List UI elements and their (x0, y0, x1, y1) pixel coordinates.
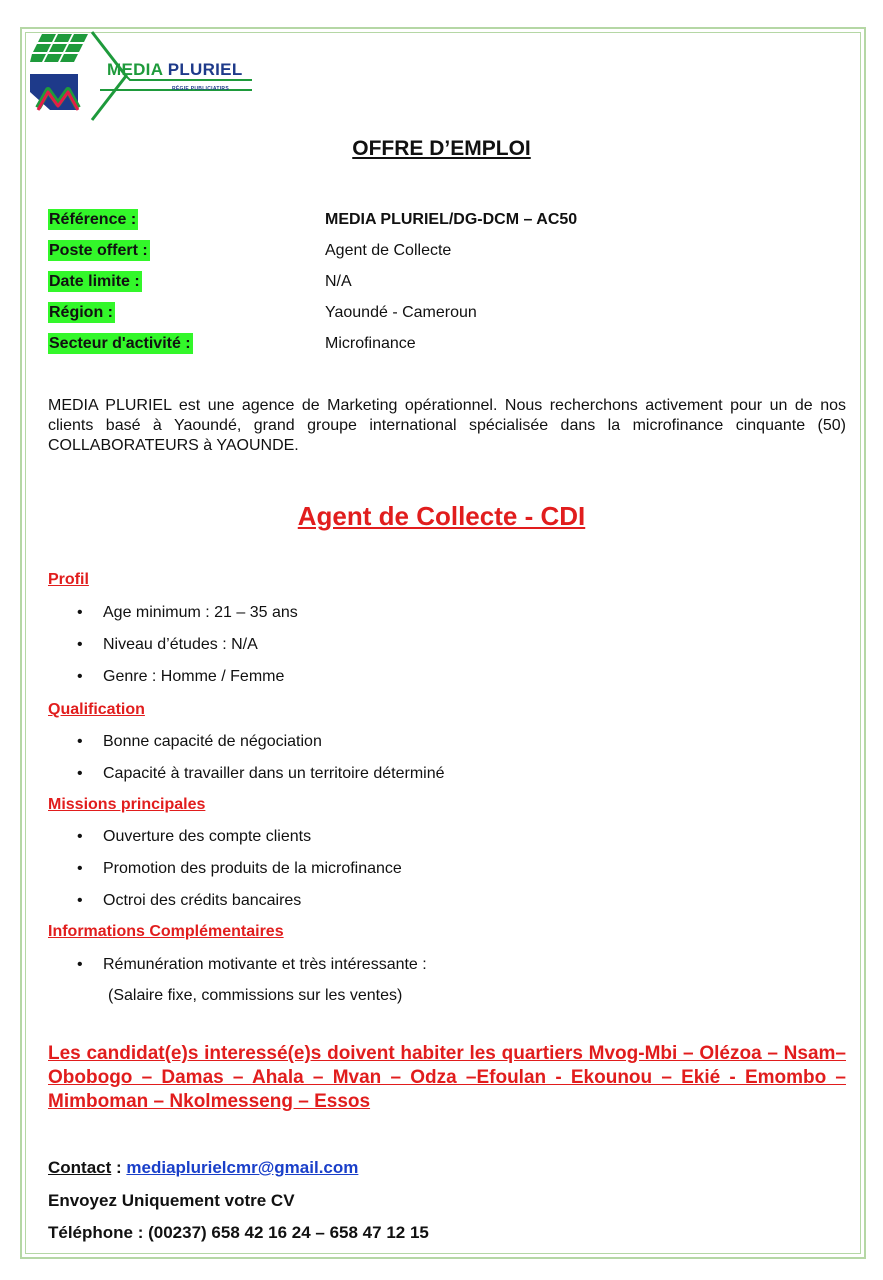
logo-word-pluriel: PLURIEL (167, 60, 243, 79)
intro-paragraph: MEDIA PLURIEL est une agence de Marketing opérationnel. Nous recherchons activement pour un de nos clients basé à Yaoundé, grand groupe international spécialisée dans la microfinance cinquante (50) COLLABORATEURS à YAOUNDE. (48, 397, 846, 454)
section-heading-qualification: Qualification (48, 701, 145, 718)
logo-wordmark (107, 60, 243, 80)
list-item (77, 635, 258, 655)
list-item-text: Niveau d’études : N/A (103, 636, 258, 653)
bullet-icon: • (77, 828, 83, 845)
contact-email-link[interactable]: mediaplurielcmr@gmail.com (126, 1158, 359, 1177)
list-item-text: Bonne capacité de négociation (103, 733, 322, 750)
document-title: OFFRE D’EMPLOI (352, 137, 531, 160)
list-item-text: Genre : Homme / Femme (103, 668, 285, 685)
bullet-icon: • (77, 956, 83, 973)
list-item (77, 732, 322, 752)
list-item-text: Ouverture des compte clients (103, 828, 312, 845)
info-label: Secteur d'activité : (49, 335, 191, 352)
info-label: Date limite : (49, 273, 140, 290)
info-value: Agent de Collecte (325, 242, 452, 259)
list-item (77, 891, 301, 911)
list-item-text: Capacité à travailler dans un territoire déterminé (103, 765, 445, 782)
list-item-text: Age minimum : 21 – 35 ans (103, 604, 298, 621)
info-value: N/A (325, 273, 352, 290)
bullet-icon: • (77, 765, 83, 782)
list-item (77, 827, 311, 847)
list-item (77, 859, 402, 879)
neighborhoods-notice: Les candidat(e)s interessé(e)s doivent habiter les quartiers Mvog-Mbi – Olézoa – Nsam– Obobogo – Damas – Ahala – Mvan – Odza –Efoulan - Ekounou – Ekié - Emombo – Mimboman – Nkolmesseng – Essos (48, 1043, 846, 1112)
cv-note: Envoyez Uniquement votre CV (48, 1191, 295, 1210)
phone-line: Téléphone : (00237) 658 42 16 24 – 658 47 12 15 (48, 1223, 429, 1242)
list-item-text: Rémunération motivante et très intéressante : (103, 956, 427, 973)
list-item (77, 667, 284, 687)
section-heading-missions: Missions principales (48, 796, 206, 813)
salary-detail: (Salaire fixe, commissions sur les ventes) (108, 987, 403, 1004)
info-value: Yaoundé - Cameroun (325, 304, 477, 321)
list-item (77, 764, 445, 784)
bullet-icon: • (77, 733, 83, 750)
info-value: Microfinance (325, 335, 416, 352)
contact-label: Contact (48, 1158, 112, 1177)
logo-tagline: RÉGIE PUBLICIATIRS (172, 86, 229, 92)
info-label: Région : (49, 304, 113, 321)
info-label: Poste offert : (49, 242, 148, 259)
section-heading-informations: Informations Complémentaires (48, 923, 284, 940)
contact-line (48, 1157, 358, 1179)
section-heading-profil: Profil (48, 571, 89, 588)
job-title: Agent de Collecte - CDI (297, 501, 586, 531)
list-item (77, 955, 427, 975)
contact-separator: : (111, 1158, 127, 1177)
bullet-icon: • (77, 668, 83, 685)
bullet-icon: • (77, 636, 83, 653)
list-item (77, 603, 298, 623)
logo-word-media: MEDIA (107, 60, 163, 79)
bullet-icon: • (77, 892, 83, 909)
list-item-text: Octroi des crédits bancaires (103, 892, 302, 909)
bullet-icon: • (77, 604, 83, 621)
list-item-text: Promotion des produits de la microfinance (103, 860, 402, 877)
info-value: MEDIA PLURIEL/DG-DCM – AC50 (325, 211, 578, 228)
info-label: Référence : (49, 211, 137, 228)
bullet-icon: • (77, 860, 83, 877)
media-pluriel-logo (30, 30, 260, 122)
